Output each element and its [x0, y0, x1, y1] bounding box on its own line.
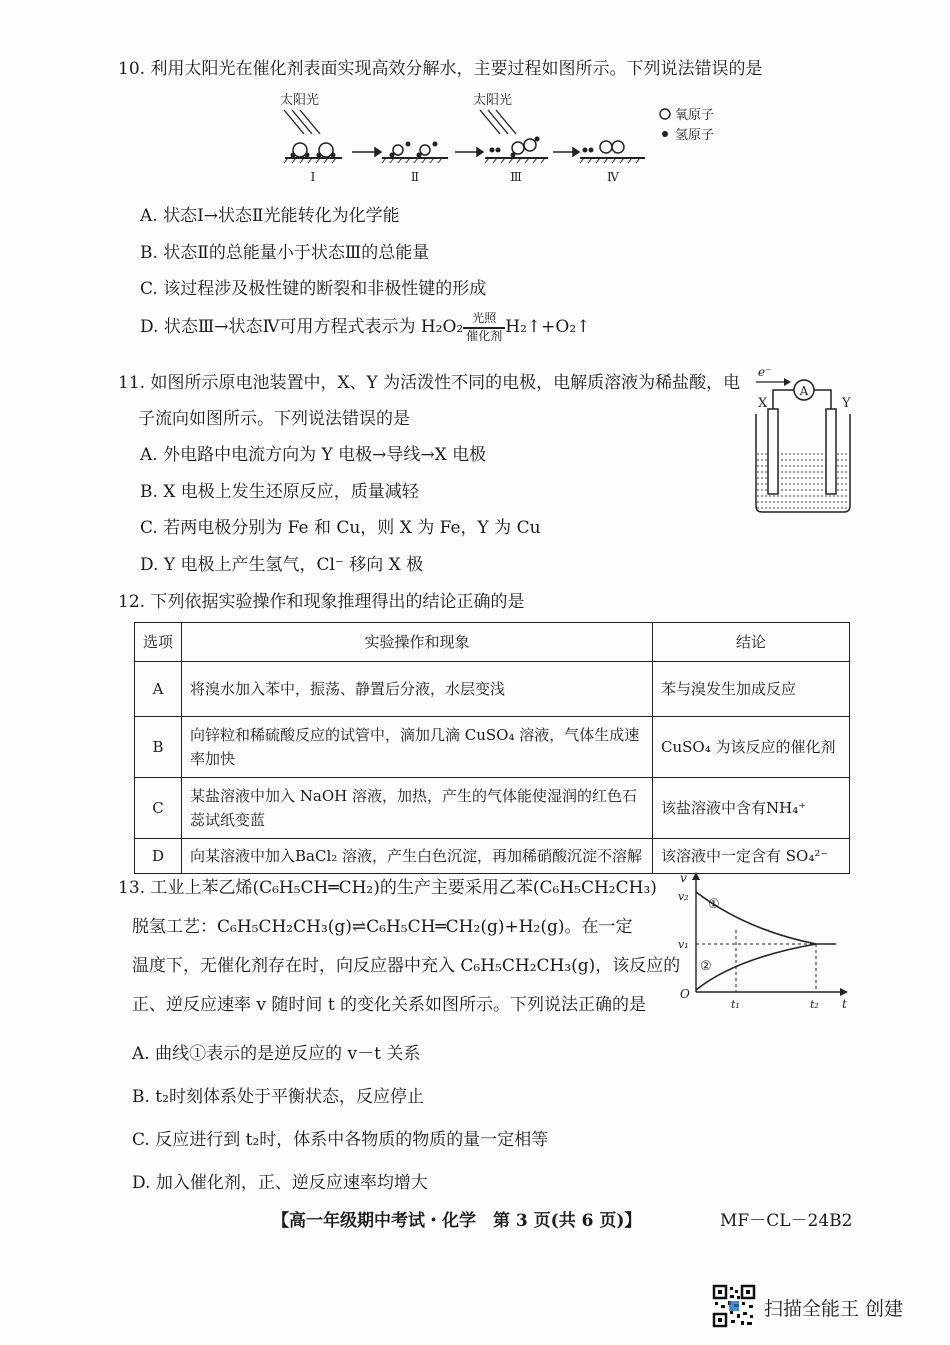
t1-label: t₁ [731, 998, 740, 1011]
state-3-molecules [490, 137, 540, 158]
q13-stem-line1: 13. 工业上苯乙烯(C₆H₅CH═CH₂)的生产主要采用乙苯(C₆H₅CH₂CH₃) [118, 878, 657, 898]
electrode-y [826, 409, 836, 494]
table-row [135, 717, 850, 778]
electrode-x [768, 409, 778, 494]
q13-stem-line4: 正、逆反应速率 v 随时间 t 的变化关系如图所示。下列说法正确的是 [132, 995, 647, 1015]
curve-2-label: ② [700, 959, 712, 974]
table-header-row [135, 623, 850, 662]
row-b-conclusion: CuSO₄ 为该反应的催化剂 [653, 717, 850, 778]
q10-option-d [140, 312, 590, 343]
q11-option-c: C. 若两电极分别为 Fe 和 Cu，则 X 为 Fe，Y 为 Cu [140, 518, 541, 538]
row-d-operation: 向某溶液中加入BaCl₂ 溶液，产生白色沉淀，再加稀硝酸沉淀不溶解 [182, 839, 653, 874]
sunlight-label-1: 太阳光 [280, 93, 320, 108]
scanner-watermark: 扫描全能王 创建 [764, 1298, 904, 1320]
origin-label: O [680, 987, 690, 1001]
row-c-option: C [135, 778, 182, 839]
electrode-x-label: X [758, 396, 768, 411]
state-label-4: Ⅳ [607, 170, 619, 184]
oxygen-legend-label: 氧原子 [675, 108, 715, 123]
q11-option-a: A. 外电路中电流方向为 Y 电极→导线→X 电极 [140, 445, 487, 465]
sunlight-rays-2 [480, 110, 516, 134]
q11-option-b: B. X 电极上发生还原反应，质量减轻 [140, 482, 419, 502]
table-row [135, 778, 850, 839]
header-conclusion: 结论 [653, 623, 850, 662]
row-b-operation: 向锌粒和稀硫酸反应的试管中，滴加几滴 CuSO₄ 溶液，气体生成速率加快 [182, 717, 653, 778]
exam-code: MF－CL－24B2 [720, 1211, 853, 1231]
header-option: 选项 [135, 623, 182, 662]
q13-option-c: C. 反应进行到 t₂时，体系中各物质的物质的量一定相等 [132, 1130, 549, 1150]
q11-stem-line1: 11. 如图所示原电池装置中，X、Y 为活泼性不同的电极，电解质溶液为稀盐酸，电 [118, 373, 741, 393]
row-b-option: B [135, 717, 182, 778]
state-2-molecules [390, 142, 438, 158]
row-a-operation: 将溴水加入苯中，振荡、静置后分液，水层变浅 [182, 662, 653, 717]
v2-label: v₂ [678, 890, 689, 903]
process-arrows [352, 148, 579, 156]
page-footer: 【高一年级期中考试・化学 第 3 页(共 6 页)】 [272, 1211, 642, 1231]
ammeter-label: A [799, 384, 809, 398]
electron-label: e⁻ [758, 365, 772, 379]
galvanic-cell-diagram [748, 364, 858, 516]
oxygen-legend-icon [660, 109, 670, 119]
state-4-molecules [583, 141, 625, 153]
row-a-conclusion: 苯与溴发生加成反应 [653, 662, 850, 717]
q10-option-a: A. 状态Ⅰ→状态Ⅱ光能转化为化学能 [140, 206, 400, 226]
q11-stem-line2: 子流向如图所示。下列说法错误的是 [138, 409, 410, 429]
catalyst-surfaces [284, 158, 645, 163]
v-axis-label: v [680, 871, 687, 885]
v1-label: v₁ [678, 938, 689, 951]
row-a-option: A [135, 662, 182, 717]
row-d-option: D [135, 839, 182, 874]
curve-1-label: ① [708, 897, 720, 912]
state-label-2: Ⅱ [410, 170, 420, 184]
q11-option-d: D. Y 电极上产生氢气，Cl⁻ 移向 X 极 [140, 555, 424, 575]
header-operation: 实验操作和现象 [182, 623, 653, 662]
qr-code-icon [712, 1284, 756, 1328]
experiment-table [134, 622, 850, 874]
sunlight-rays-1 [284, 110, 320, 134]
reaction-condition [463, 312, 505, 342]
q10-option-d-products: H₂↑+O₂↑ [505, 317, 591, 337]
electrode-y-label: Y [842, 396, 851, 411]
q10-option-c: C. 该过程涉及极性键的断裂和非极性键的形成 [140, 279, 487, 299]
q12-stem: 12. 下列依据实验操作和现象推理得出的结论正确的是 [118, 592, 525, 612]
hydrogen-legend-label: 氢原子 [675, 128, 715, 143]
table-row [135, 839, 850, 874]
curve-reverse [696, 944, 816, 990]
q10-option-b: B. 状态Ⅱ的总能量小于状态Ⅲ的总能量 [140, 243, 430, 263]
rate-time-graph [676, 870, 852, 1016]
q13-stem-line3: 温度下，无催化剂存在时，向反应器中充入 C₆H₅CH₂CH₃(g)，该反应的 [132, 956, 681, 976]
t2-label: t₂ [810, 998, 819, 1011]
q13-option-d: D. 加入催化剂，正、逆反应速率均增大 [132, 1173, 428, 1193]
q13-option-a: A. 曲线①表示的是逆反应的 v－t 关系 [132, 1044, 421, 1064]
q13-option-b: B. t₂时刻体系处于平衡状态，反应停止 [132, 1087, 424, 1107]
condition-catalyst: 催化剂 [466, 328, 503, 343]
row-c-operation: 某盐溶液中加入 NaOH 溶液，加热，产生的气体能使湿润的红色石蕊试纸变蓝 [182, 778, 653, 839]
state-label-1: Ⅰ [310, 170, 316, 184]
table-row [135, 662, 850, 717]
t-axis-label: t [842, 997, 847, 1011]
q10-process-diagram [280, 88, 730, 188]
row-d-conclusion: 该溶液中一定含有 SO₄²⁻ [653, 839, 850, 874]
q10-option-d-prefix: D. 状态Ⅲ→状态Ⅳ可用方程式表示为 H₂O₂ [140, 317, 464, 337]
sunlight-label-2: 太阳光 [473, 93, 513, 108]
condition-light: 光照 [472, 311, 497, 326]
hydrogen-legend-icon [662, 131, 668, 137]
q10-stem: 10. 利用太阳光在催化剂表面实现高效分解水，主要过程如图所示。下列说法错误的是 [118, 59, 763, 79]
state-1-molecules [291, 143, 336, 158]
row-c-conclusion: 该盐溶液中含有NH₄⁺ [653, 778, 850, 839]
q13-stem-line2: 脱氢工艺：C₆H₅CH₂CH₃(g)⇌C₆H₅CH═CH₂(g)+H₂(g)。在一定 [132, 917, 633, 937]
state-label-3: Ⅲ [510, 170, 522, 184]
